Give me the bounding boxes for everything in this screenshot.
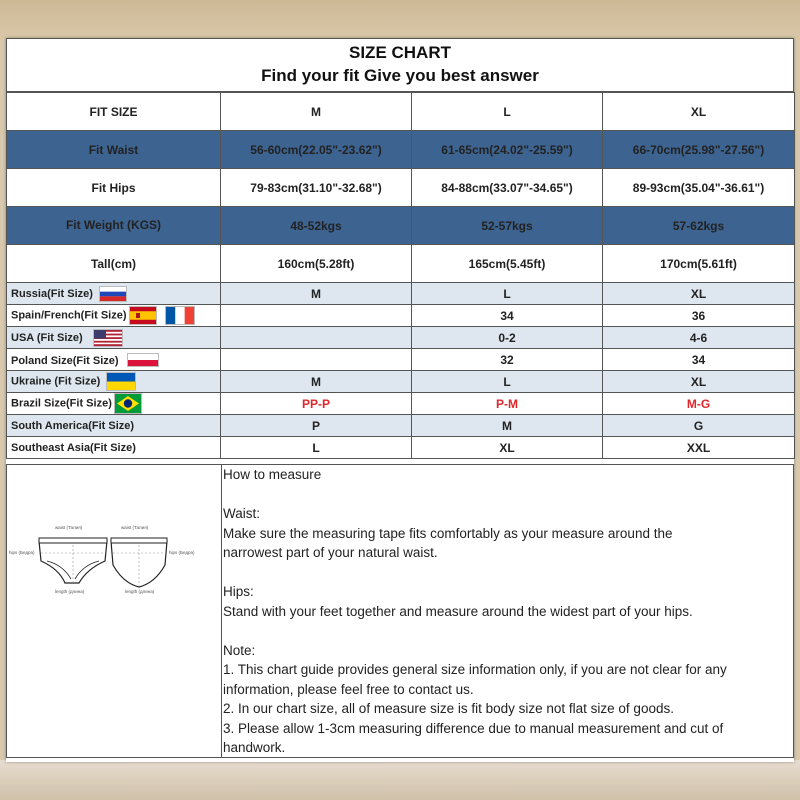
cell-value — [221, 327, 412, 349]
cell-value: 34 — [603, 349, 795, 371]
row-label — [7, 349, 221, 371]
cell-value: M — [221, 283, 412, 305]
cell-value: 66-70cm(25.98"-27.56") — [603, 131, 795, 169]
ukraine-flag-icon — [106, 372, 136, 391]
cell-value: XL — [412, 437, 603, 459]
header-row — [7, 93, 795, 131]
cell-value: 56-60cm(22.05"-23.62") — [221, 131, 412, 169]
row-label: Fit Weight (KGS) — [7, 207, 221, 245]
hips-heading: Hips: — [223, 584, 254, 599]
cell-value: P — [221, 415, 412, 437]
hips-label-back: hips (Бедра) — [169, 550, 195, 555]
cell-value: 61-65cm(24.02"-25.59") — [412, 131, 603, 169]
underwear-diagram — [7, 465, 221, 757]
cell-value: 52-57kgs — [412, 207, 603, 245]
cell-value: L — [412, 283, 603, 305]
cell-value: M-G — [603, 393, 795, 415]
cell-value: 79-83cm(31.10"-32.68") — [221, 169, 412, 207]
row-label — [7, 283, 221, 305]
country-label: USA (Fit Size) — [11, 331, 83, 344]
row-label — [7, 327, 221, 349]
cell-value: L — [412, 371, 603, 393]
cell-value: 32 — [412, 349, 603, 371]
background-bottom — [0, 760, 800, 800]
cell-value: P-M — [412, 393, 603, 415]
length-label-back: length (длина) — [125, 589, 155, 594]
chart-title: SIZE CHART — [349, 43, 451, 62]
cell-value: L — [221, 437, 412, 459]
row-label: Tall(cm) — [7, 245, 221, 283]
cell-value: 4-6 — [603, 327, 795, 349]
size-header-m: M — [221, 93, 412, 131]
cell-value: PP-P — [221, 393, 412, 415]
cell-value — [221, 305, 412, 327]
size-header-xl: XL — [603, 93, 795, 131]
fit-waist-row — [7, 131, 795, 169]
spain-french-row — [7, 305, 795, 327]
country-label: Poland Size(Fit Size) — [11, 354, 119, 367]
country-label: Spain/French(Fit Size) — [11, 309, 127, 322]
spain-flag-icon — [129, 306, 157, 325]
fit-size-header: FIT SIZE — [7, 93, 221, 131]
row-label — [7, 393, 221, 415]
brief-back-icon — [111, 538, 167, 587]
measure-instructions — [223, 465, 793, 757]
hips-text: Stand with your feet together and measure around the widest part of your hips. — [223, 603, 693, 619]
cell-value: 165cm(5.45ft) — [412, 245, 603, 283]
fit-hips-row — [7, 169, 795, 207]
cell-value: 84-88cm(33.07"-34.65") — [412, 169, 603, 207]
cell-value: 57-62kgs — [603, 207, 795, 245]
row-label: Fit Waist — [7, 131, 221, 169]
cell-value: 89-93cm(35.04"-36.61") — [603, 169, 795, 207]
cell-value: 160cm(5.28ft) — [221, 245, 412, 283]
row-label — [7, 371, 221, 393]
southeast-asia-row — [7, 437, 795, 459]
brazil-flag-icon — [114, 393, 142, 414]
cell-value: 36 — [603, 305, 795, 327]
note-text: 2. In our chart size, all of measure size is fit body size not flat size of goods. — [223, 701, 674, 716]
note-text: information, please feel free to contact us. — [223, 681, 474, 697]
background-top — [0, 0, 800, 40]
chart-header — [6, 38, 794, 92]
country-label: South America(Fit Size) — [11, 419, 135, 432]
measurement-diagram — [7, 465, 222, 757]
hips-label-front: hips (Бедра) — [9, 550, 35, 555]
russia-flag-icon — [99, 286, 127, 302]
poland-row — [7, 349, 795, 371]
cell-value: 48-52kgs — [221, 207, 412, 245]
waist-text: Make sure the measuring tape fits comfortably as your measure around the — [223, 525, 673, 541]
row-label — [7, 415, 221, 437]
row-label: Fit Hips — [7, 169, 221, 207]
tall-row — [7, 245, 795, 283]
size-table — [6, 92, 795, 459]
note-text: 3. Please allow 1-3cm measuring difference due to manual measurement and cut of — [223, 720, 724, 736]
country-label: Russia(Fit Size) — [11, 287, 93, 300]
size-header-l: L — [412, 93, 603, 131]
country-label: Ukraine (Fit Size) — [11, 375, 101, 388]
note-text: handwork. — [223, 740, 286, 755]
waist-heading: Waist: — [223, 506, 260, 521]
cell-value: 170cm(5.61ft) — [603, 245, 795, 283]
russia-row — [7, 283, 795, 305]
cell-value: XL — [603, 283, 795, 305]
length-label-front: length (длина) — [55, 589, 85, 594]
ukraine-row — [7, 371, 795, 393]
cell-value: G — [603, 415, 795, 437]
note-heading: Note: — [223, 642, 256, 658]
measure-heading: How to measure — [223, 467, 322, 482]
blank-line — [223, 563, 793, 583]
blank-line — [223, 485, 793, 505]
south-america-row — [7, 415, 795, 437]
usa-row — [7, 327, 795, 349]
cell-value — [221, 349, 412, 371]
waist-text: narrowest part of your natural waist. — [223, 545, 438, 560]
cell-value: M — [221, 371, 412, 393]
blank-line — [223, 621, 793, 641]
cell-value: 34 — [412, 305, 603, 327]
chart-subtitle: Find your fit Give you best answer — [261, 66, 539, 85]
waist-label-back: waist (Талия) — [121, 525, 149, 530]
poland-flag-icon — [127, 353, 159, 367]
country-label: Southeast Asia(Fit Size) — [11, 441, 136, 454]
cell-value: XL — [603, 371, 795, 393]
brief-front-icon — [39, 538, 107, 583]
brazil-row — [7, 393, 795, 415]
row-label — [7, 305, 221, 327]
country-label: Brazil Size(Fit Size) — [11, 397, 112, 410]
how-to-measure-section — [6, 464, 794, 758]
note-text: 1. This chart guide provides general size information only, if you are not clear for any — [223, 662, 727, 677]
fit-weight-row — [7, 207, 795, 245]
cell-value: M — [412, 415, 603, 437]
france-flag-icon — [165, 306, 195, 325]
row-label — [7, 437, 221, 459]
waist-label-front: waist (Талия) — [55, 525, 83, 530]
usa-flag-icon — [93, 329, 123, 347]
cell-value: 0-2 — [412, 327, 603, 349]
cell-value: XXL — [603, 437, 795, 459]
